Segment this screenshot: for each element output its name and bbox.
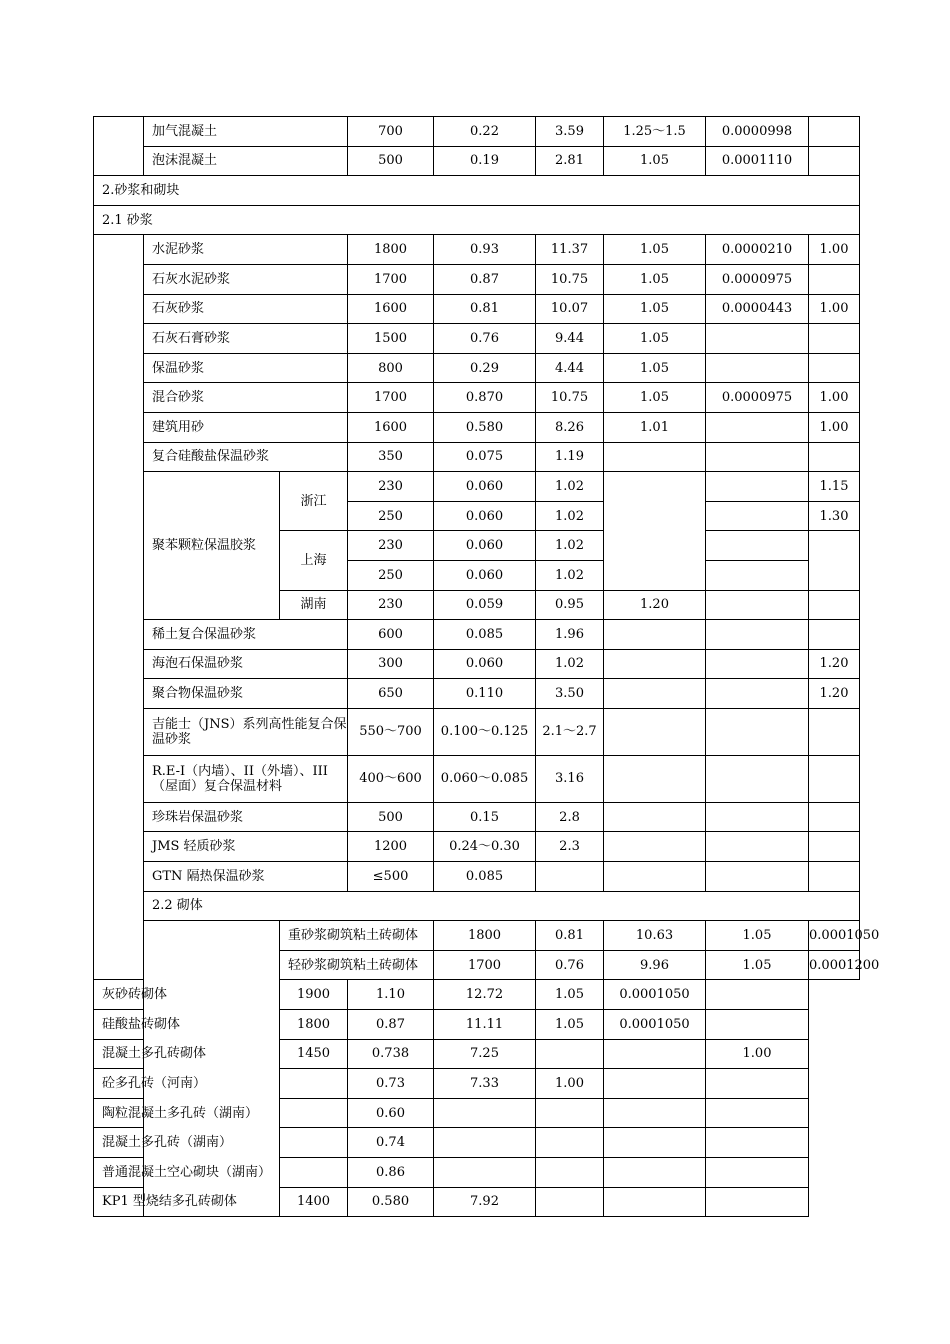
table-row bbox=[94, 1158, 860, 1188]
factor-cell: 1.05 bbox=[604, 264, 706, 294]
factor-cell: 1.05 bbox=[706, 950, 809, 980]
factor-cell bbox=[536, 1098, 604, 1128]
density-cell: 1600 bbox=[348, 412, 434, 442]
table-row bbox=[94, 117, 860, 147]
density-cell: 230 bbox=[348, 531, 434, 561]
extra-cell: 1.20 bbox=[809, 679, 860, 709]
indent-cell bbox=[94, 235, 144, 980]
table-row bbox=[94, 1098, 860, 1128]
storage-cell bbox=[536, 862, 604, 892]
conductivity-cell: 0.73 bbox=[348, 1069, 434, 1099]
storage-cell: 12.72 bbox=[434, 980, 536, 1010]
table-row bbox=[94, 755, 860, 802]
permeability-cell bbox=[706, 708, 809, 755]
storage-cell bbox=[434, 1098, 536, 1128]
conductivity-cell: 0.110 bbox=[434, 679, 536, 709]
factor-cell: 1.05 bbox=[604, 294, 706, 324]
factor-cell: 1.05 bbox=[706, 921, 809, 951]
extra-cell bbox=[809, 590, 860, 620]
permeability-cell: 0.0001050 bbox=[604, 1010, 706, 1040]
factor-cell: 1.01 bbox=[604, 412, 706, 442]
conductivity-cell: 0.580 bbox=[348, 1187, 434, 1217]
permeability-cell bbox=[604, 1187, 706, 1217]
table-row bbox=[94, 472, 860, 502]
conductivity-cell: 0.93 bbox=[434, 235, 536, 265]
table-row bbox=[94, 649, 860, 679]
density-cell: 1800 bbox=[434, 921, 536, 951]
extra-cell bbox=[706, 1098, 809, 1128]
storage-cell: 2.3 bbox=[536, 832, 604, 862]
material-name: JMS 轻质砂浆 bbox=[144, 832, 348, 862]
conductivity-cell: 0.24～0.30 bbox=[434, 832, 536, 862]
material-name: 建筑用砂 bbox=[144, 412, 348, 442]
density-cell: 1450 bbox=[280, 1039, 348, 1069]
table-row bbox=[94, 862, 860, 892]
permeability-cell bbox=[706, 560, 809, 590]
conductivity-cell: 0.81 bbox=[536, 921, 604, 951]
material-name: GTN 隔热保温砂浆 bbox=[144, 862, 348, 892]
factor-cell bbox=[604, 802, 706, 832]
conductivity-cell: 0.60 bbox=[348, 1098, 434, 1128]
storage-cell: 7.25 bbox=[434, 1039, 536, 1069]
material-name: 灰砂砖砌体 bbox=[94, 980, 280, 1010]
density-cell: 700 bbox=[348, 117, 434, 147]
conductivity-cell: 0.060 bbox=[434, 531, 536, 561]
density-cell: 400～600 bbox=[348, 755, 434, 802]
extra-cell bbox=[809, 802, 860, 832]
table-row bbox=[94, 1128, 860, 1158]
permeability-cell: 0.0000975 bbox=[706, 264, 809, 294]
material-name: 普通混凝土空心砌块（湖南） bbox=[94, 1158, 280, 1188]
storage-cell: 10.75 bbox=[536, 383, 604, 413]
table-row bbox=[94, 353, 860, 383]
permeability-cell bbox=[706, 832, 809, 862]
storage-cell: 1.19 bbox=[536, 442, 604, 472]
storage-cell: 9.44 bbox=[536, 324, 604, 354]
permeability-cell: 0.0001200 bbox=[809, 950, 860, 980]
table-row bbox=[94, 620, 860, 650]
material-name: 石灰砂浆 bbox=[144, 294, 348, 324]
extra-cell bbox=[809, 353, 860, 383]
permeability-cell bbox=[706, 501, 809, 531]
factor-cell bbox=[604, 649, 706, 679]
conductivity-cell: 0.060 bbox=[434, 560, 536, 590]
section-header-row bbox=[94, 891, 860, 921]
factor-cell: 1.25～1.5 bbox=[604, 117, 706, 147]
storage-cell: 1.02 bbox=[536, 560, 604, 590]
table-row bbox=[94, 324, 860, 354]
density-cell: 800 bbox=[348, 353, 434, 383]
density-cell: 1500 bbox=[348, 324, 434, 354]
storage-cell: 10.07 bbox=[536, 294, 604, 324]
conductivity-cell: 0.76 bbox=[536, 950, 604, 980]
storage-cell: 2.8 bbox=[536, 802, 604, 832]
conductivity-cell: 0.085 bbox=[434, 862, 536, 892]
conductivity-cell: 0.86 bbox=[348, 1158, 434, 1188]
permeability-cell bbox=[706, 531, 809, 561]
permeability-cell bbox=[706, 472, 809, 502]
storage-cell: 10.63 bbox=[604, 921, 706, 951]
density-cell: 250 bbox=[348, 501, 434, 531]
conductivity-cell: 0.060 bbox=[434, 649, 536, 679]
table-row bbox=[94, 802, 860, 832]
extra-cell bbox=[706, 1010, 809, 1040]
conductivity-cell: 0.060 bbox=[434, 472, 536, 502]
table-row bbox=[94, 264, 860, 294]
permeability-cell bbox=[706, 802, 809, 832]
permeability-cell: 0.0000975 bbox=[706, 383, 809, 413]
storage-cell: 1.02 bbox=[536, 649, 604, 679]
factor-cell bbox=[604, 620, 706, 650]
permeability-cell: 0.0000998 bbox=[706, 117, 809, 147]
material-name: 重砂浆砌筑粘土砖砌体 bbox=[280, 921, 434, 951]
storage-cell: 1.02 bbox=[536, 531, 604, 561]
extra-cell bbox=[809, 324, 860, 354]
material-name: 泡沫混凝土 bbox=[144, 146, 348, 176]
storage-cell: 4.44 bbox=[536, 353, 604, 383]
storage-cell: 2.1～2.7 bbox=[536, 708, 604, 755]
factor-cell: 1.05 bbox=[604, 324, 706, 354]
extra-cell: 1.20 bbox=[809, 649, 860, 679]
conductivity-cell: 0.19 bbox=[434, 146, 536, 176]
material-name: KP1 型烧结多孔砖砌体 bbox=[94, 1187, 280, 1217]
factor-cell bbox=[536, 1158, 604, 1188]
factor-cell bbox=[536, 1039, 604, 1069]
conductivity-cell: 0.15 bbox=[434, 802, 536, 832]
density-cell: 1700 bbox=[348, 383, 434, 413]
permeability-cell bbox=[604, 1158, 706, 1188]
density-cell: 1800 bbox=[348, 235, 434, 265]
conductivity-cell: 0.060～0.085 bbox=[434, 755, 536, 802]
factor-cell: 1.05 bbox=[604, 353, 706, 383]
storage-cell: 9.96 bbox=[604, 950, 706, 980]
density-cell: 1200 bbox=[348, 832, 434, 862]
density-cell: 500 bbox=[348, 802, 434, 832]
material-name: 砼多孔砖（河南） bbox=[94, 1069, 280, 1099]
table-row bbox=[94, 1039, 860, 1069]
permeability-cell bbox=[706, 353, 809, 383]
storage-cell bbox=[434, 1158, 536, 1188]
material-name: 聚合物保温砂浆 bbox=[144, 679, 348, 709]
density-cell: 1400 bbox=[280, 1187, 348, 1217]
material-name: 稀土复合保温砂浆 bbox=[144, 620, 348, 650]
storage-cell: 1.96 bbox=[536, 620, 604, 650]
density-cell: 650 bbox=[348, 679, 434, 709]
material-name: 保温砂浆 bbox=[144, 353, 348, 383]
extra-cell: 1.00 bbox=[706, 1039, 809, 1069]
density-cell: 300 bbox=[348, 649, 434, 679]
table-row bbox=[94, 1010, 860, 1040]
material-name: 陶粒混凝土多孔砖（湖南） bbox=[94, 1098, 280, 1128]
factor-cell: 1.05 bbox=[604, 383, 706, 413]
storage-cell: 1.02 bbox=[536, 472, 604, 502]
extra-cell bbox=[706, 1158, 809, 1188]
permeability-cell bbox=[604, 1039, 706, 1069]
region-cell: 上海 bbox=[280, 531, 348, 590]
conductivity-cell: 0.87 bbox=[434, 264, 536, 294]
conductivity-cell: 0.29 bbox=[434, 353, 536, 383]
conductivity-cell: 0.580 bbox=[434, 412, 536, 442]
extra-cell bbox=[809, 620, 860, 650]
material-properties-table bbox=[93, 116, 880, 1217]
density-cell: 1700 bbox=[348, 264, 434, 294]
material-name: 聚苯颗粒保温胶浆 bbox=[144, 472, 280, 620]
region-cell: 浙江 bbox=[280, 472, 348, 531]
permeability-cell bbox=[604, 1128, 706, 1158]
density-cell: ≤500 bbox=[348, 862, 434, 892]
storage-cell: 3.59 bbox=[536, 117, 604, 147]
extra-cell: 1.00 bbox=[809, 383, 860, 413]
storage-cell: 11.11 bbox=[434, 1010, 536, 1040]
extra-cell bbox=[706, 1069, 809, 1099]
material-name: 石灰石膏砂浆 bbox=[144, 324, 348, 354]
material-name: 硅酸盐砖砌体 bbox=[94, 1010, 280, 1040]
density-cell: 230 bbox=[348, 472, 434, 502]
extra-cell bbox=[809, 708, 860, 755]
density-cell bbox=[280, 1069, 348, 1099]
conductivity-cell: 1.10 bbox=[348, 980, 434, 1010]
density-cell bbox=[280, 1158, 348, 1188]
material-name: 混合砂浆 bbox=[144, 383, 348, 413]
table-row bbox=[94, 412, 860, 442]
indent-cell bbox=[94, 117, 144, 176]
density-cell: 1700 bbox=[434, 950, 536, 980]
extra-cell bbox=[809, 862, 860, 892]
section-heading: 2.1 砂浆 bbox=[94, 205, 860, 235]
table-row bbox=[94, 980, 860, 1010]
storage-cell: 3.50 bbox=[536, 679, 604, 709]
storage-cell: 8.26 bbox=[536, 412, 604, 442]
conductivity-cell: 0.76 bbox=[434, 324, 536, 354]
factor-cell: 1.00 bbox=[536, 1069, 604, 1099]
section-heading: 2.2 砌体 bbox=[144, 891, 860, 921]
permeability-cell bbox=[706, 649, 809, 679]
conductivity-cell: 0.738 bbox=[348, 1039, 434, 1069]
factor-cell bbox=[604, 862, 706, 892]
permeability-cell bbox=[604, 1069, 706, 1099]
factor-cell bbox=[604, 832, 706, 862]
material-name: 水泥砂浆 bbox=[144, 235, 348, 265]
table-row bbox=[94, 146, 860, 176]
table-row bbox=[94, 1069, 860, 1099]
permeability-cell bbox=[706, 620, 809, 650]
extra-cell bbox=[809, 832, 860, 862]
conductivity-cell: 0.100～0.125 bbox=[434, 708, 536, 755]
storage-cell: 7.92 bbox=[434, 1187, 536, 1217]
conductivity-cell: 0.075 bbox=[434, 442, 536, 472]
material-name: 珍珠岩保温砂浆 bbox=[144, 802, 348, 832]
permeability-cell: 0.0001050 bbox=[604, 980, 706, 1010]
permeability-cell bbox=[706, 755, 809, 802]
extra-cell bbox=[809, 755, 860, 802]
storage-cell: 11.37 bbox=[536, 235, 604, 265]
storage-cell: 7.33 bbox=[434, 1069, 536, 1099]
conductivity-cell: 0.87 bbox=[348, 1010, 434, 1040]
extra-cell: 1.30 bbox=[809, 501, 860, 531]
extra-cell: 1.00 bbox=[809, 294, 860, 324]
factor-cell bbox=[604, 708, 706, 755]
section-header-row bbox=[94, 205, 860, 235]
conductivity-cell: 0.059 bbox=[434, 590, 536, 620]
density-cell: 1800 bbox=[280, 1010, 348, 1040]
factor-cell bbox=[536, 1128, 604, 1158]
density-cell bbox=[280, 1128, 348, 1158]
table-row bbox=[94, 442, 860, 472]
density-cell: 230 bbox=[348, 590, 434, 620]
permeability-cell bbox=[706, 679, 809, 709]
material-name: 复合硅酸盐保温砂浆 bbox=[144, 442, 348, 472]
material-name: 海泡石保温砂浆 bbox=[144, 649, 348, 679]
table-row bbox=[94, 1187, 860, 1217]
table-row bbox=[94, 383, 860, 413]
material-name: 加气混凝土 bbox=[144, 117, 348, 147]
table-row bbox=[94, 294, 860, 324]
storage-cell: 1.02 bbox=[536, 501, 604, 531]
conductivity-cell: 0.81 bbox=[434, 294, 536, 324]
material-name: 轻砂浆砌筑粘土砖砌体 bbox=[280, 950, 434, 980]
material-name: 混凝土多孔砖砌体 bbox=[94, 1039, 280, 1069]
permeability-cell bbox=[706, 862, 809, 892]
permeability-cell bbox=[706, 324, 809, 354]
factor-cell: 1.05 bbox=[536, 1010, 604, 1040]
table-body bbox=[94, 117, 880, 1217]
permeability-cell: 0.0001050 bbox=[809, 921, 860, 951]
density-cell: 1900 bbox=[280, 980, 348, 1010]
factor-cell bbox=[604, 442, 706, 472]
section-heading: 2.砂浆和砌块 bbox=[94, 176, 860, 206]
conductivity-cell: 0.085 bbox=[434, 620, 536, 650]
density-cell: 550～700 bbox=[348, 708, 434, 755]
table-row bbox=[94, 708, 860, 755]
factor-cell bbox=[604, 755, 706, 802]
extra-cell bbox=[809, 264, 860, 294]
storage-cell bbox=[434, 1128, 536, 1158]
extra-cell bbox=[706, 980, 809, 1010]
table-row bbox=[94, 832, 860, 862]
permeability-cell bbox=[706, 442, 809, 472]
conductivity-cell: 0.74 bbox=[348, 1128, 434, 1158]
factor-cell: 1.05 bbox=[604, 235, 706, 265]
density-cell: 500 bbox=[348, 146, 434, 176]
storage-cell: 0.95 bbox=[536, 590, 604, 620]
extra-cell bbox=[809, 117, 860, 147]
extra-cell bbox=[809, 531, 860, 590]
table-row bbox=[94, 235, 860, 265]
permeability-cell bbox=[706, 590, 809, 620]
conductivity-cell: 0.22 bbox=[434, 117, 536, 147]
material-name: R.E-I（内墙）、II（外墙）、III（屋面）复合保温材料 bbox=[144, 755, 348, 802]
factor-cell: 1.20 bbox=[604, 590, 706, 620]
permeability-cell: 0.0001110 bbox=[706, 146, 809, 176]
extra-cell bbox=[809, 442, 860, 472]
table-row bbox=[94, 679, 860, 709]
conductivity-cell: 0.870 bbox=[434, 383, 536, 413]
permeability-cell bbox=[604, 1098, 706, 1128]
extra-cell: 1.15 bbox=[809, 472, 860, 502]
material-name: 吉能士（JNS）系列高性能复合保温砂浆 bbox=[144, 708, 348, 755]
extra-cell bbox=[809, 146, 860, 176]
extra-cell bbox=[706, 1128, 809, 1158]
permeability-cell: 0.0000443 bbox=[706, 294, 809, 324]
density-cell: 600 bbox=[348, 620, 434, 650]
storage-cell: 10.75 bbox=[536, 264, 604, 294]
extra-cell: 1.00 bbox=[809, 412, 860, 442]
storage-cell: 2.81 bbox=[536, 146, 604, 176]
permeability-cell: 0.0000210 bbox=[706, 235, 809, 265]
region-cell: 湖南 bbox=[280, 590, 348, 620]
table-row bbox=[94, 921, 860, 951]
density-cell: 350 bbox=[348, 442, 434, 472]
density-cell: 250 bbox=[348, 560, 434, 590]
extra-cell bbox=[706, 1187, 809, 1217]
factor-cell bbox=[604, 472, 706, 590]
factor-cell: 1.05 bbox=[536, 980, 604, 1010]
storage-cell: 3.16 bbox=[536, 755, 604, 802]
factor-cell: 1.05 bbox=[604, 146, 706, 176]
material-name: 石灰水泥砂浆 bbox=[144, 264, 348, 294]
section-header-row bbox=[94, 176, 860, 206]
factor-cell bbox=[604, 679, 706, 709]
extra-cell: 1.00 bbox=[809, 235, 860, 265]
density-cell: 1600 bbox=[348, 294, 434, 324]
material-name: 混凝土多孔砖（湖南） bbox=[94, 1128, 280, 1158]
factor-cell bbox=[536, 1187, 604, 1217]
permeability-cell bbox=[706, 412, 809, 442]
density-cell bbox=[280, 1098, 348, 1128]
conductivity-cell: 0.060 bbox=[434, 501, 536, 531]
